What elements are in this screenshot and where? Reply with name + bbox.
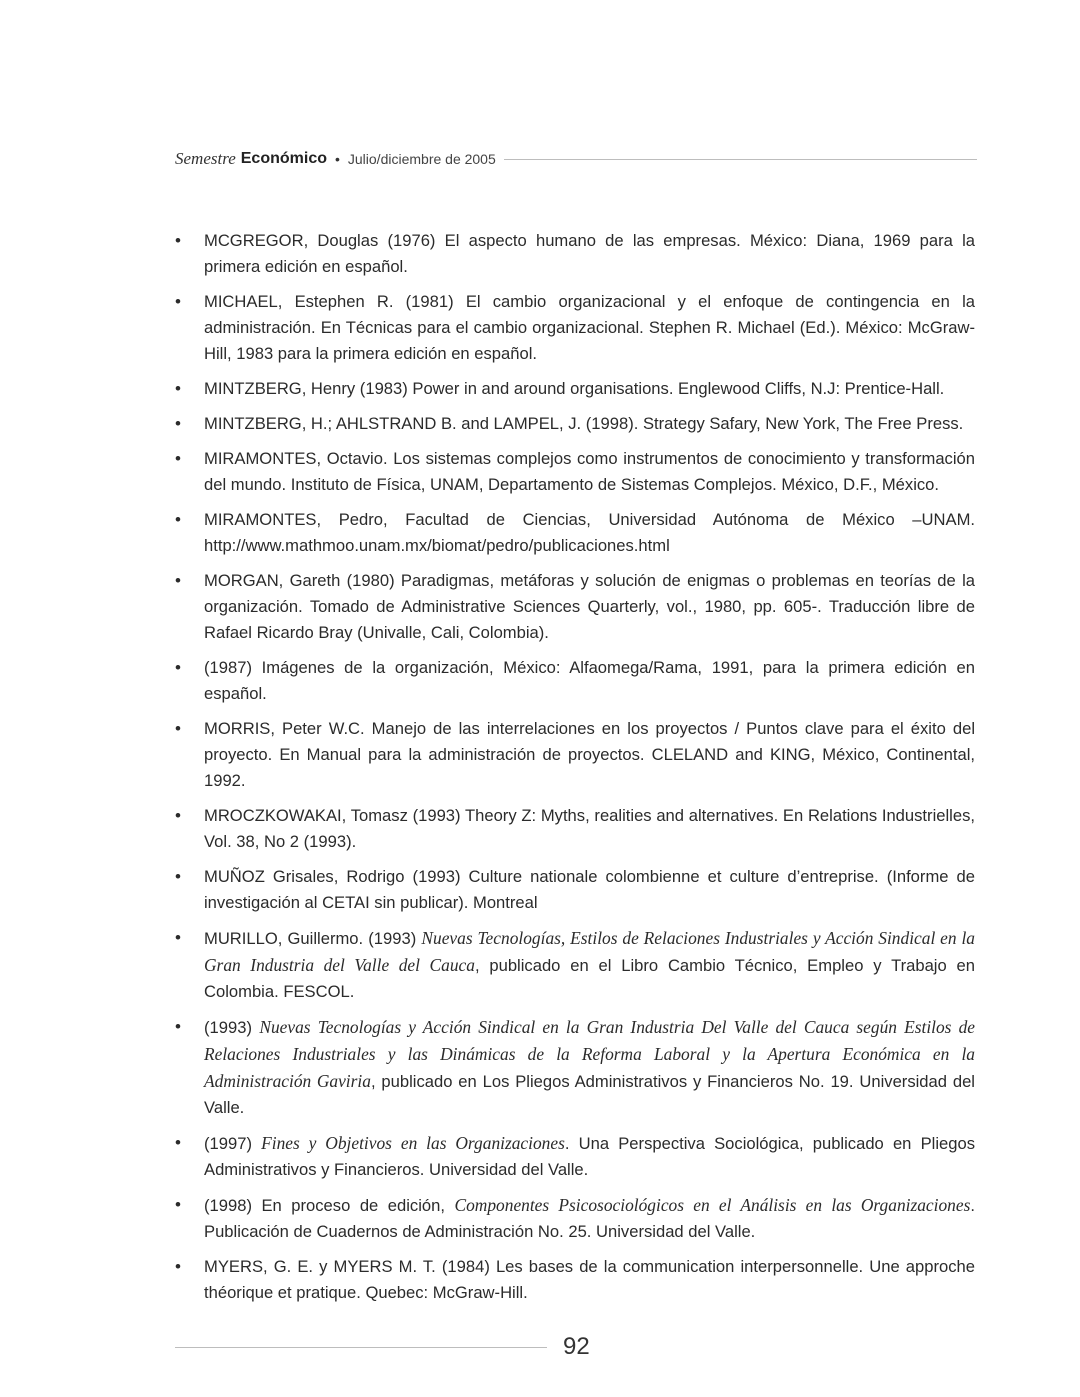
- reference-item: [175, 289, 975, 367]
- footer-rule: [175, 1347, 547, 1348]
- bullet-icon: •: [175, 231, 181, 250]
- reference-text: MIRAMONTES, Pedro, Facultad de Ciencias, Universidad Autónoma de México –UNAM. http://www.mathmoo.unam.mx/biomat/pedro/publicaciones.html: [204, 510, 975, 555]
- reference-item: [175, 1192, 975, 1245]
- reference-item: [175, 1130, 975, 1183]
- reference-text: MROCZKOWAKAI, Tomasz (1993) Theory Z: Myths, realities and alternatives. En Relations Industrielles, Vol. 38, No 2 (1993).: [204, 806, 975, 851]
- reference-item: [175, 1254, 975, 1306]
- bullet-icon: •: [175, 414, 181, 433]
- reference-title-italic: Nuevas Tecnologías, Estilos de Relaciones Industriales y Acción Sindical en la Gran Industria del Valle del Cauca: [204, 928, 975, 975]
- reference-text: MIRAMONTES, Octavio. Los sistemas complejos como instrumentos de conocimiento y transformación del mundo. Instituto de Física, UNAM, Departamento de Sistemas Complejos. México, D.F., México.: [204, 449, 975, 494]
- reference-text: (1993): [204, 1018, 260, 1037]
- bullet-icon: •: [175, 292, 181, 311]
- reference-item: [175, 376, 975, 402]
- reference-text: MINTZBERG, H.; AHLSTRAND B. and LAMPEL, J. (1998). Strategy Safary, New York, The Free Press.: [204, 414, 964, 433]
- bullet-icon: •: [175, 658, 181, 677]
- reference-text: (1998) En proceso de edición,: [204, 1196, 455, 1215]
- reference-item: [175, 411, 975, 437]
- page-number: 92: [563, 1333, 590, 1360]
- reference-title-italic: Componentes Psicosociológicos en el Análisis en las Organizaciones: [454, 1195, 971, 1215]
- bullet-icon: •: [175, 1133, 181, 1152]
- bullet-icon: •: [175, 928, 181, 947]
- bullet-icon: •: [175, 867, 181, 886]
- reference-text: MORRIS, Peter W.C. Manejo de las interrelaciones en los proyectos / Puntos clave para el éxito del proyecto. En Manual para la administración de proyectos. CLELAND and KING, México, Continental, 1992.: [204, 719, 975, 790]
- reference-item: [175, 446, 975, 498]
- bullet-icon: •: [175, 1017, 181, 1036]
- bullet-icon: •: [175, 1257, 181, 1276]
- bullet-icon: •: [175, 719, 181, 738]
- reference-text: MUÑOZ Grisales, Rodrigo (1993) Culture nationale colombienne et culture d’entreprise. (Informe de investigación al CETAI sin publicar). Montreal: [204, 867, 975, 912]
- bullet-icon: •: [175, 571, 181, 590]
- reference-title-italic: Fines y Objetivos en las Organizaciones: [261, 1133, 565, 1153]
- reference-item: [175, 1014, 975, 1121]
- reference-text: . Publicación de Cuadernos de Administración No. 25. Universidad del Valle.: [204, 1196, 975, 1241]
- header-separator: •: [334, 151, 340, 167]
- bullet-icon: •: [175, 379, 181, 398]
- reference-text: . Una Perspectiva Sociológica, publicado en Pliegos Administrativos y Financieros. Universidad del Valle.: [204, 1134, 975, 1179]
- reference-text: MURILLO, Guillermo. (1993): [204, 929, 422, 948]
- running-header: [175, 147, 977, 171]
- reference-item: [175, 716, 975, 794]
- bullet-icon: •: [175, 510, 181, 529]
- reference-text: MYERS, G. E. y MYERS M. T. (1984) Les bases de la communication interpersonnelle. Une approche théorique et pratique. Quebec: McGraw-Hill.: [204, 1257, 975, 1302]
- bullet-icon: •: [175, 1195, 181, 1214]
- journal-title-first: Semestre: [175, 149, 236, 168]
- reference-item: [175, 803, 975, 855]
- reference-text: MICHAEL, Estephen R. (1981) El cambio organizacional y el enfoque de contingencia en la administración. En Técnicas para el cambio organizacional. Stephen R. Michael (Ed.). México: McGraw-Hill, 1983 para la primera edición en español.: [204, 292, 975, 363]
- reference-item: [175, 568, 975, 646]
- reference-text: MCGREGOR, Douglas (1976) El aspecto humano de las empresas. México: Diana, 1969 para la primera edición en español.: [204, 231, 975, 276]
- reference-item: [175, 655, 975, 707]
- reference-text: (1987) Imágenes de la organización, México: Alfaomega/Rama, 1991, para la primera edición en español.: [204, 658, 975, 703]
- header-rule: [504, 159, 977, 160]
- bullet-icon: •: [175, 806, 181, 825]
- reference-text: (1997): [204, 1134, 262, 1153]
- reference-item: [175, 228, 975, 280]
- reference-item: [175, 925, 975, 1005]
- reference-text: , publicado en el Libro Cambio Técnico, Empleo y Trabajo en Colombia. FESCOL.: [204, 956, 975, 1001]
- reference-text: MORGAN, Gareth (1980) Paradigmas, metáforas y solución de enigmas o problemas en teorías de la organización. Tomado de Administrative Sciences Quarterly, vol., 1980, pp. 605-. Traducción libre de Rafael Ricardo Bray (Univalle, Cali, Colombia).: [204, 571, 975, 642]
- issue-date: Julio/diciembre de 2005: [347, 151, 496, 167]
- bullet-icon: •: [175, 449, 181, 468]
- reference-title-italic: Nuevas Tecnologías y Acción Sindical en la Gran Industria Del Valle del Cauca según Estilos de Relaciones Industriales y las Dinámicas de la Reforma Laboral y la Apertura Económica en la Administración Gaviria: [204, 1017, 976, 1091]
- reference-text: MINTZBERG, Henry (1983) Power in and around organisations. Englewood Cliffs, N.J: Prentice-Hall.: [204, 379, 945, 398]
- reference-item: [175, 864, 975, 916]
- reference-list: [175, 228, 975, 1306]
- page-footer: [175, 1331, 975, 1363]
- reference-item: [175, 507, 975, 559]
- reference-text: , publicado en Los Pliegos Administrativos y Financieros No. 19. Universidad del Valle.: [204, 1072, 975, 1117]
- journal-title-second: Económico: [240, 150, 327, 167]
